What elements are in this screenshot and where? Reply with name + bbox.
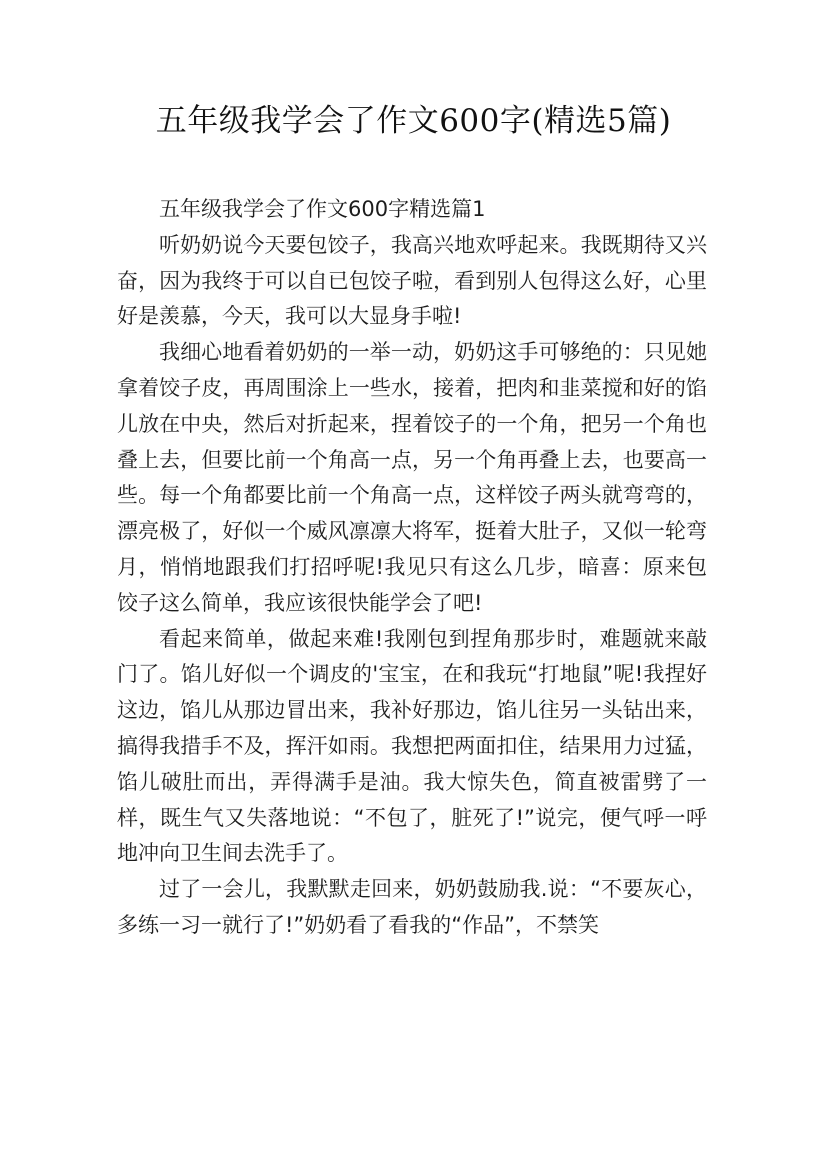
paragraph-2: 我细心地看着奶奶的一举一动，奶奶这手可够绝的：只见她拿着饺子皮，再周围涂上一些水，接着，把肉和韭菜搅和好的馅儿放在中央，然后对折起来，捏着饺子的一个角，把另一个角也叠上去，但要比前一个角高一点，另一个角再叠上去，也要高一些。每一个角都要比前一个角高一点，这样饺子两头就弯弯的，漂亮极了，好似一个威风凛凛大将军，挺着大肚子，又似一轮弯月，悄悄地跟我们打招呼呢!我见只有这么几步，暗喜：原来包饺子这么简单，我应该很快能学会了吧! [117, 340, 707, 615]
section-heading: 五年级我学会了作文600字精选篇1 [159, 197, 486, 221]
paragraph-4: 过了一会儿，我默默走回来，奶奶鼓励我.说：“不要灰心，多练一习一就行了!”奶奶看了看我的“作品”，不禁笑 [117, 877, 707, 937]
paragraph-3: 看起来简单，做起来难!我刚包到捏角那步时，难题就来敲门了。馅儿好似一个调皮的'宝宝，在和我玩“打地鼠”呢!我捏好这边，馅儿从那边冒出来，我补好那边，馅儿往另一头钻出来，搞得我措手不及，挥汗如雨。我想把两面扣住，结果用力过猛，馅儿破肚而出，弄得满手是油。我大惊失色，简直被雷劈了一样，既生气又失落地说：“不包了，脏死了!”说完，便气呼一呼地冲向卫生间去洗手了。 [117, 626, 707, 866]
paragraph-1: 听奶奶说今天要包饺子，我高兴地欢呼起来。我既期待又兴奋，因为我终于可以自已包饺子啦，看到别人包得这么好，心里好是羡慕，今天，我可以大显身手啦! [117, 232, 707, 329]
document-title: 五年级我学会了作文600字(精选5篇) [155, 103, 672, 139]
document-body [117, 192, 707, 944]
